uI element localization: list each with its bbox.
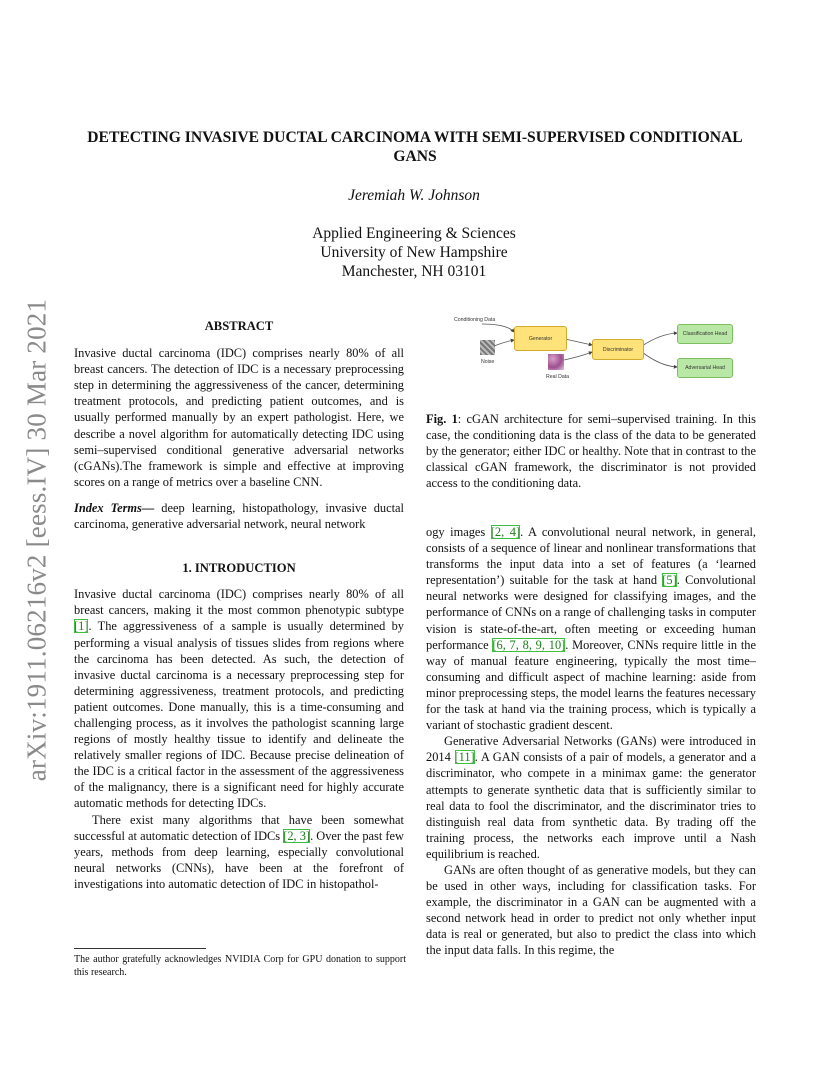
footnote: The author gratefully acknowledges NVIDIA Corp for GPU donation to support this research. [74,954,406,978]
affiliation-line-2: University of New Hampshire [320,244,508,261]
citation-link[interactable]: [11] [454,750,475,765]
left-column [74,318,404,892]
index-terms-text: deep learning, histopathology, invasive ductal carcinoma, generative adversarial network, neural network [74,500,404,532]
classification-head-box: Classification Head [677,324,733,344]
intro-heading: 1. INTRODUCTION [182,561,296,576]
citation-link[interactable]: [6, 7, 8, 9, 10] [492,637,566,652]
right-paragraph-2: Generative Adversarial Networks (GANs) were introduced in 2014 [11]. A GAN consists of a pair of models, a generator and a discriminator, who compete in a minimax game: the generator attempts to generate synthetic data that is sufficiently similar to real data to fool the discriminator, and the discriminator tries to distinguish real data from synthetic data. By trading off the training process, the networks each improve until a Nash equilibrium is reached. [426,734,756,861]
intro-paragraph-2: There exist many algorithms that have been somewhat successful at automatic detection of IDCs [2, 3]. Over the past few years, methods from deep learning, especially convolutional neural networks (CNNs), have been at the forefront of investigations into automatic detection of IDC in histopathol- [74,812,404,891]
figure-1-diagram [452,312,742,388]
intro-paragraph-1: Invasive ductal carcinoma (IDC) comprises nearly 80% of all breast cancers, making it the most common phenotypic subtype [1]. The aggressiveness of a sample is usually determined by performing a visual analysis of tissues slides from regions where the carcinoma has been detected. As such, the detection of invasive ductal carcinoma is a necessary preprocessing step for determining aggressiveness, treatment protocols, and predicting patient outcomes. Done manually, this is a time-consuming and challenging process, as it involves the pathologist scanning large regions of mostly healthy tissue to identify and delineate the relatively smaller regions of IDC. Because precise delineation of the IDC is a critical factor in the assessment of the aggressiveness of the malignancy, there is a significant need for highly accurate automatic methods for detecting IDCs. [74,587,404,811]
caption-label: Fig. 1 [426,412,458,426]
adversarial-head-box: Adversarial Head [677,358,733,378]
conditioning-data-label: Conditioning Data [454,317,496,323]
citation-link[interactable]: [5] [662,573,677,588]
discriminator-box: Discriminator [592,339,644,360]
affiliation-line-3: Manchester, NH 03101 [341,263,487,280]
right-column [426,524,756,959]
index-terms [74,500,404,532]
citation-link[interactable]: [1] [74,619,89,634]
abstract-heading: ABSTRACT [204,319,274,333]
citation-link[interactable]: [2, 4] [490,525,521,539]
caption-text: : cGAN architecture for semi–supervised training. In this case, the conditioning data is the class of the data to be generated by the generator; either IDC or healthy. Note that in contrast to the classical cGAN framework, the discriminator is not provided access to the conditioning data. [426,412,756,490]
real-data-thumbnail [548,354,564,370]
right-paragraph-1: ogy images [2, 4]. A convolutional neural network, in general, consists of a sequence of linear and nonlinear transformations that transforms the input data into a set of features (a ‘learned representation’) suitable for the task at hand [5]. Convolutional neural networks were designed for classifying images, and the performance of CNNs on a range of challenging tasks in computer vision is state-of-the-art, often meeting or exceeding human performance [6, 7, 8, 9, 10]. Moreover, CNNs require little in the way of manual feature engineering, typically the most time–consuming and difficult aspect of machine learning: aside from minor preprocessing steps, the model learns the features necessary for the task at hand via the training process, which is typically a variant of stochastic gradient descent. [426,525,756,733]
citation-link[interactable]: [2, 3] [283,828,311,843]
affiliation-line-1: Applied Engineering & Sciences [312,225,516,242]
footnote-rule [74,948,206,949]
author-name: Jeremiah W. Johnson [348,187,480,204]
generator-box: Generator [514,326,567,351]
abstract-text: Invasive ductal carcinoma (IDC) comprises nearly 80% of all breast cancers. The detection of IDC is a necessary preprocessing step in determining the aggressiveness of the cancer, determining treatment protocols, and predicting patient outcomes, and is usually performed manually by an expert pathologist. Here, we describe a novel algorithm for automatically detecting IDC using semi–supervised conditional generative adversarial networks (cGANs).The framework is simple and effective at improving scores on a range of metrics over a baseline CNN. [74,346,404,489]
arxiv-stamp: arXiv:1911.06216v2 [eess.IV] 30 Mar 2021 [21,298,52,782]
right-paragraph-3: GANs are often thought of as generative models, but they can be used in other ways, including for classification tasks. For example, the discriminator in a GAN can be augmented with a second network head in order to predict not only whether input data is real or generated, but also to predict the class into which the input data falls. In this regime, the [426,862,756,958]
paper-title: DETECTING INVASIVE DUCTAL CARCINOMA WITH SEMI-SUPERVISED CONDITIONAL GANS [87,129,743,165]
noise-thumbnail [480,340,495,355]
figure-1-caption [426,411,756,491]
index-terms-label: Index Terms— [74,500,155,515]
real-data-label: Real Data [546,374,570,380]
noise-label: Noise [481,359,495,365]
